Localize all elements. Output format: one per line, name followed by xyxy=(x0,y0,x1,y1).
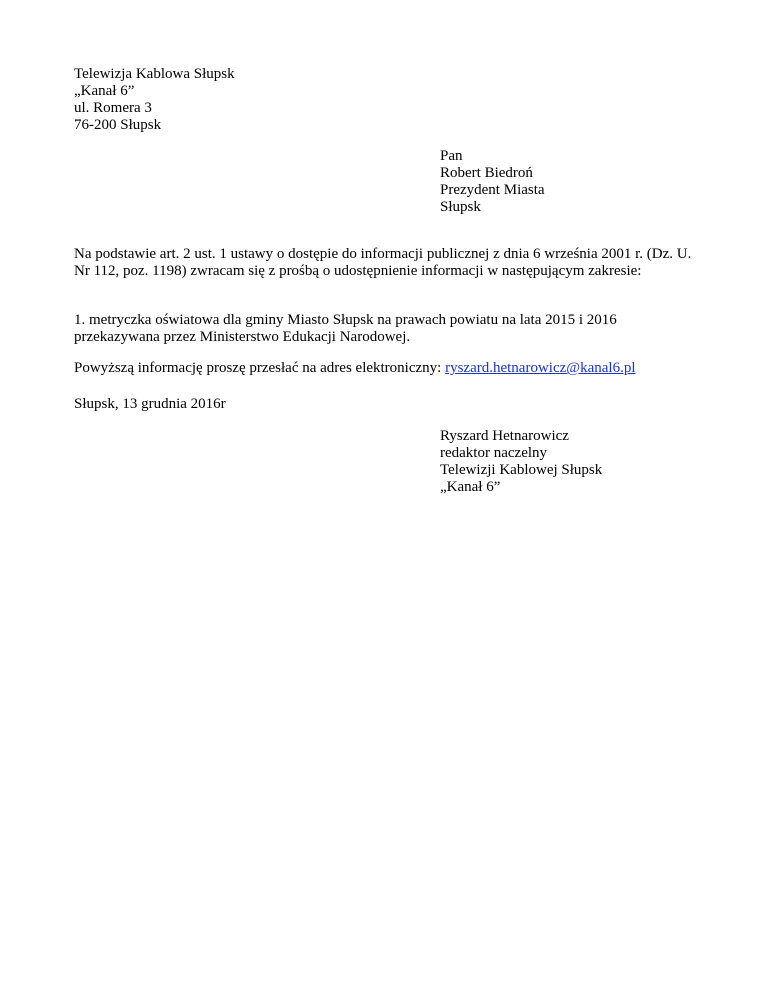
sender-street: ul. Romera 3 xyxy=(74,100,152,116)
sender-city: 76-200 Słupsk xyxy=(74,117,162,133)
signature-organization: Telewizji Kablowej Słupsk xyxy=(440,462,603,478)
sender-channel: „Kanał 6” xyxy=(74,83,135,99)
signature-name: Ryszard Hetnarowicz xyxy=(440,428,569,444)
recipient-title: Prezydent Miasta xyxy=(440,182,545,198)
recipient-city: Słupsk xyxy=(440,199,481,215)
recipient-salutation: Pan xyxy=(440,148,463,164)
signature-block xyxy=(440,428,602,496)
date-line: Słupsk, 13 grudnia 2016r xyxy=(74,396,226,412)
recipient-name: Robert Biedroń xyxy=(440,165,533,181)
sender-address xyxy=(74,66,235,134)
email-intro-text: Powyższą informację proszę przesłać na adres elektroniczny: xyxy=(74,360,446,376)
email-link[interactable]: ryszard.hetnarowicz@kanal6.pl xyxy=(445,360,636,376)
sender-name: Telewizja Kablowa Słupsk xyxy=(74,66,235,82)
signature-role: redaktor naczelny xyxy=(440,445,548,461)
signature-channel: „Kanał 6” xyxy=(440,479,501,495)
request-paragraph: Na podstawie art. 2 ust. 1 ustawy o dostępie do informacji publicznej z dnia 6 września 2001 r. (Dz. U. Nr 112, poz. 1198) zwracam się z prośbą o udostępnienie informacji w następującym zakresie: xyxy=(74,246,692,279)
request-item-1: 1. metryczka oświatowa dla gminy Miasto Słupsk na prawach powiatu na lata 2015 i 2016 przekazywana przez Ministerstwo Edukacji Narodowej. xyxy=(74,312,617,345)
email-paragraph xyxy=(74,360,714,377)
recipient-address xyxy=(440,148,545,216)
